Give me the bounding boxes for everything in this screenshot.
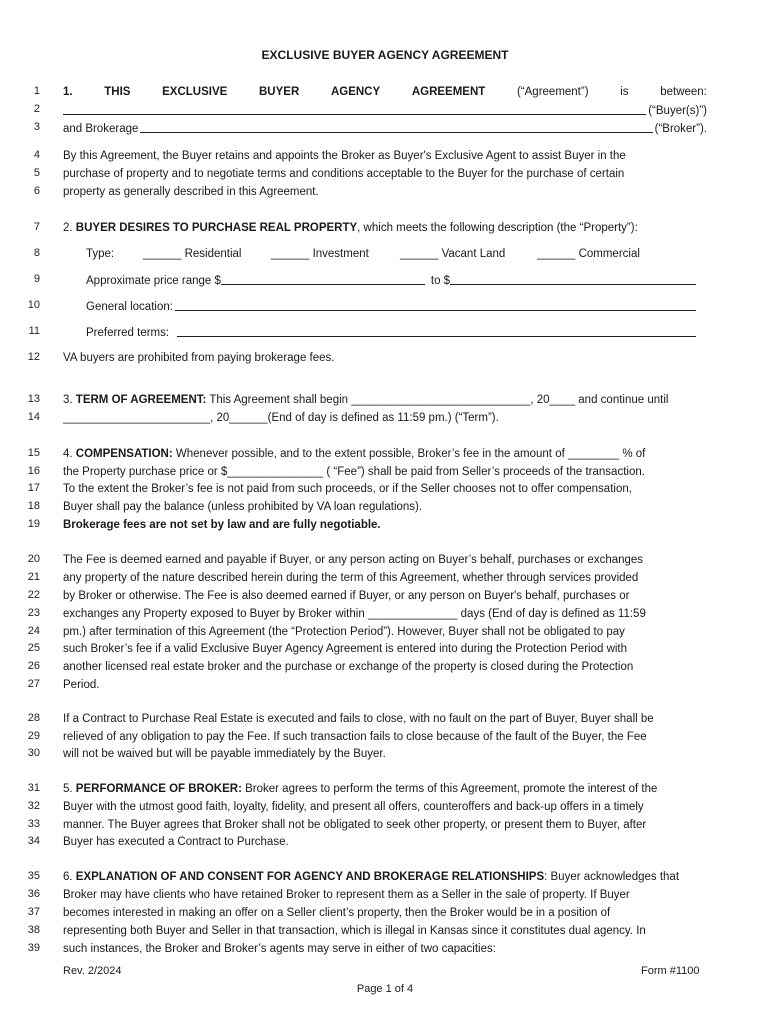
s1-word: THIS bbox=[104, 86, 131, 98]
section-4-line-1 bbox=[63, 447, 707, 461]
brokerage-label: and Brokerage bbox=[63, 123, 139, 135]
para-line bbox=[63, 660, 707, 674]
s1-word: 1. bbox=[63, 86, 73, 98]
price-to-label: to $ bbox=[430, 275, 451, 287]
property-type-row bbox=[86, 247, 686, 261]
general-location-row bbox=[86, 299, 698, 314]
form-number: Form #1100 bbox=[641, 965, 700, 977]
s1-word: AGENCY bbox=[330, 86, 381, 98]
para-text: representing both Buyer and Seller in that transaction, which is illegal in Kansas since it constitutes dual agency. In bbox=[63, 925, 646, 937]
section-heading: BUYER DESIRES TO PURCHASE REAL PROPERTY bbox=[75, 222, 358, 234]
para-line bbox=[63, 625, 707, 639]
line-number: 6 bbox=[33, 185, 40, 197]
line-number: 18 bbox=[27, 500, 40, 512]
para-line bbox=[63, 906, 707, 920]
line-number: 34 bbox=[27, 835, 40, 847]
line-number: 14 bbox=[27, 411, 40, 423]
line-number: 39 bbox=[27, 942, 40, 954]
line-number: 5 bbox=[33, 167, 40, 179]
section-number: 3. bbox=[63, 394, 73, 406]
section-number: 2. bbox=[63, 222, 73, 234]
line-number: 32 bbox=[27, 800, 40, 812]
para-line bbox=[63, 747, 707, 761]
line-number: 38 bbox=[27, 924, 40, 936]
para-line bbox=[63, 465, 707, 479]
line-number: 11 bbox=[28, 325, 40, 337]
section-6-line-1 bbox=[63, 870, 707, 884]
line-number: 19 bbox=[27, 518, 40, 530]
para-line bbox=[63, 730, 707, 744]
line-number: 15 bbox=[27, 447, 40, 459]
section-heading: EXPLANATION OF AND CONSENT FOR AGENCY AND BROKERAGE RELATIONSHIPS bbox=[75, 871, 545, 883]
para-line bbox=[63, 712, 707, 726]
section-number: 6. bbox=[63, 871, 73, 883]
line-number: 26 bbox=[27, 660, 40, 672]
para-text: relieved of any obligation to pay the Fee. If such transaction fails to close because of the fault of the Buyer, the Fee bbox=[63, 731, 647, 743]
terms-field[interactable] bbox=[177, 325, 696, 337]
section-heading: PERFORMANCE OF BROKER: bbox=[75, 783, 242, 795]
type-option-residential[interactable]: ______ Residential bbox=[143, 248, 242, 260]
para-line bbox=[63, 678, 707, 692]
para-text: If a Contract to Purchase Real Estate is executed and fails to close, with no fault on the part of Buyer, Buyer shall be bbox=[63, 713, 654, 725]
price-min-field[interactable] bbox=[221, 273, 425, 285]
va-note-text: VA buyers are prohibited from paying brokerage fees. bbox=[63, 352, 335, 364]
para-line bbox=[63, 167, 707, 181]
line-number: 16 bbox=[27, 465, 40, 477]
para-text: Buyer shall pay the balance (unless prohibited by VA loan regulations). bbox=[63, 501, 423, 513]
para-line bbox=[63, 835, 707, 849]
line-number: 28 bbox=[27, 712, 40, 724]
price-label: Approximate price range $ bbox=[86, 275, 221, 287]
s1-word: BUYER bbox=[259, 86, 300, 98]
line-number: 7 bbox=[33, 221, 40, 233]
para-text: exchanges any Property exposed to Buyer by Broker within ______________ days (End of day is defined as 11:59 bbox=[63, 608, 646, 620]
section-text: This Agreement shall begin ____________________________, 20____ and continue until bbox=[206, 394, 669, 406]
para-text: pm.) after termination of this Agreement (the “Protection Period”). However, Buyer shall not be obligated to pay bbox=[63, 626, 625, 638]
location-label: General location: bbox=[86, 301, 173, 313]
para-line bbox=[63, 642, 707, 656]
line-number: 2 bbox=[33, 103, 40, 115]
line-number: 33 bbox=[27, 818, 40, 830]
buyer-name-line bbox=[63, 103, 707, 118]
para-text: Broker may have clients who have retained Broker to represent them as a Seller in the sale of property. If Buyer bbox=[63, 889, 630, 901]
para-text: To the extent the Broker’s fee is not paid from such proceeds, or if the Seller chooses not to offer compensation, bbox=[63, 483, 632, 495]
section-heading: TERM OF AGREEMENT: bbox=[75, 394, 207, 406]
line-number: 23 bbox=[27, 607, 40, 619]
para-line bbox=[63, 924, 707, 938]
para-line bbox=[63, 571, 707, 585]
brokerage-line bbox=[63, 121, 707, 136]
line-number: 27 bbox=[27, 678, 40, 690]
line-number: 20 bbox=[27, 553, 40, 565]
line-number: 30 bbox=[27, 747, 40, 759]
section-text: Broker agrees to perform the terms of this Agreement, promote the interest of the bbox=[241, 783, 658, 795]
line-number: 36 bbox=[27, 888, 40, 900]
para-text: The Fee is deemed earned and payable if Buyer, or any person acting on Buyer’s behalf, purchases or exchanges bbox=[63, 554, 644, 566]
para-line bbox=[63, 500, 707, 514]
type-label: Type: bbox=[86, 248, 115, 260]
para-line bbox=[63, 589, 707, 603]
location-field[interactable] bbox=[175, 299, 696, 311]
line-number: 22 bbox=[27, 589, 40, 601]
para-text: purchase of property and to negotiate terms and conditions acceptable to the Buyer for the purchase of certain bbox=[63, 168, 625, 180]
negotiable-note bbox=[63, 518, 707, 532]
va-note bbox=[63, 351, 707, 365]
type-option-vacant-land[interactable]: ______ Vacant Land bbox=[400, 248, 506, 260]
line-number: 24 bbox=[27, 625, 40, 637]
para-line bbox=[63, 942, 707, 956]
para-text: manner. The Buyer agrees that Broker shall not be obligated to seek other property, or present them to Buyer, after bbox=[63, 819, 647, 831]
broker-label: (“Broker”). bbox=[654, 123, 707, 135]
line-number: 1 bbox=[33, 85, 40, 97]
section-text: Whenever possible, and to the extent possible, Broker’s fee in the amount of ________ % of bbox=[172, 448, 646, 460]
line-number: 13 bbox=[27, 393, 40, 405]
para-text: such Broker’s fee if a valid Exclusive Buyer Agency Agreement is entered into during the Protection Period with bbox=[63, 643, 628, 655]
revision-label: Rev. 2/2024 bbox=[63, 965, 122, 977]
para-text: property as generally described in this Agreement. bbox=[63, 186, 319, 198]
section-heading: COMPENSATION: bbox=[75, 448, 173, 460]
type-option-investment[interactable]: ______ Investment bbox=[271, 248, 369, 260]
buyer-name-field[interactable] bbox=[63, 103, 646, 115]
para-line bbox=[63, 482, 707, 496]
section-number: 5. bbox=[63, 783, 73, 795]
document-title: EXCLUSIVE BUYER AGENCY AGREEMENT bbox=[261, 48, 509, 62]
line-number: 21 bbox=[27, 571, 40, 583]
section-3-line-1 bbox=[63, 393, 707, 407]
line-number: 10 bbox=[27, 299, 40, 311]
para-text: By this Agreement, the Buyer retains and appoints the Broker as Buyer's Exclusive Agent to assist Buyer in the bbox=[63, 150, 626, 162]
line-number: 37 bbox=[27, 906, 40, 918]
para-line bbox=[63, 888, 707, 902]
line-number: 29 bbox=[27, 730, 40, 742]
section-1-line-1 bbox=[63, 85, 707, 99]
line-number: 31 bbox=[27, 782, 40, 794]
para-text: such instances, the Broker and Broker’s agents may serve in either of two capacities: bbox=[63, 943, 496, 955]
para-text: the Property purchase price or $_______________ ( “Fee”) shall be paid from Seller’s proceeds of the transaction. bbox=[63, 466, 645, 478]
para-line bbox=[63, 607, 707, 621]
terms-label: Preferred terms: bbox=[86, 327, 170, 339]
para-text: Buyer with the utmost good faith, loyalty, fidelity, and present all offers, counteroffers and back-up offers in a timely bbox=[63, 801, 644, 813]
line-number: 3 bbox=[33, 121, 40, 133]
section-3-line-2 bbox=[63, 411, 707, 425]
line-number: 35 bbox=[27, 870, 40, 882]
para-text: Buyer has executed a Contract to Purchase. bbox=[63, 836, 289, 848]
negotiable-note-text: Brokerage fees are not set by law and are fully negotiable. bbox=[63, 519, 381, 531]
para-line bbox=[63, 818, 707, 832]
section-text: _______________________, 20______(End of day is defined as 11:59 pm.) (“Term”). bbox=[63, 412, 499, 424]
para-text: by Broker or otherwise. The Fee is also deemed earned if Buyer, or any person on Buyer's behalf, purchases or bbox=[63, 590, 630, 602]
line-number: 17 bbox=[27, 482, 40, 494]
para-line bbox=[63, 800, 707, 814]
s1-word: EXCLUSIVE bbox=[162, 86, 228, 98]
line-number: 25 bbox=[27, 642, 40, 654]
line-number: 8 bbox=[33, 247, 40, 259]
line-number: 9 bbox=[33, 273, 40, 285]
para-line bbox=[63, 185, 707, 199]
section-text: : Buyer acknowledges that bbox=[544, 871, 680, 883]
section-5-line-1 bbox=[63, 782, 707, 796]
section-2-heading bbox=[63, 221, 707, 235]
brokerage-name-field[interactable] bbox=[140, 121, 652, 133]
section-number: 4. bbox=[63, 448, 73, 460]
s1-word: between: bbox=[660, 86, 707, 98]
s1-word: (“Agreement”) bbox=[516, 86, 589, 98]
section-text: , which meets the following description (the “Property”): bbox=[357, 222, 638, 234]
price-max-field[interactable] bbox=[450, 273, 696, 285]
line-number: 12 bbox=[27, 351, 40, 363]
line-number: 4 bbox=[33, 149, 40, 161]
para-line bbox=[63, 553, 707, 567]
preferred-terms-row bbox=[86, 325, 698, 340]
para-text: another licensed real estate broker and the purchase or exchange of the property is closed during the Protection bbox=[63, 661, 634, 673]
para-text: any property of the nature described herein during the term of this Agreement, whether through services provided bbox=[63, 572, 639, 584]
para-line bbox=[63, 149, 707, 163]
page-number: Page 1 of 4 bbox=[356, 983, 414, 995]
price-range-row bbox=[86, 273, 698, 288]
para-text: becomes interested in making an offer on a Seller client’s property, then the Broker would be in a position of bbox=[63, 907, 611, 919]
s1-word: is bbox=[620, 86, 629, 98]
type-option-commercial[interactable]: ______ Commercial bbox=[537, 248, 640, 260]
para-text: Period. bbox=[63, 679, 100, 691]
s1-word: AGREEMENT bbox=[411, 86, 486, 98]
para-text: will not be waived but will be payable immediately by the Buyer. bbox=[63, 748, 386, 760]
buyer-label: (“Buyer(s)”) bbox=[648, 105, 707, 117]
